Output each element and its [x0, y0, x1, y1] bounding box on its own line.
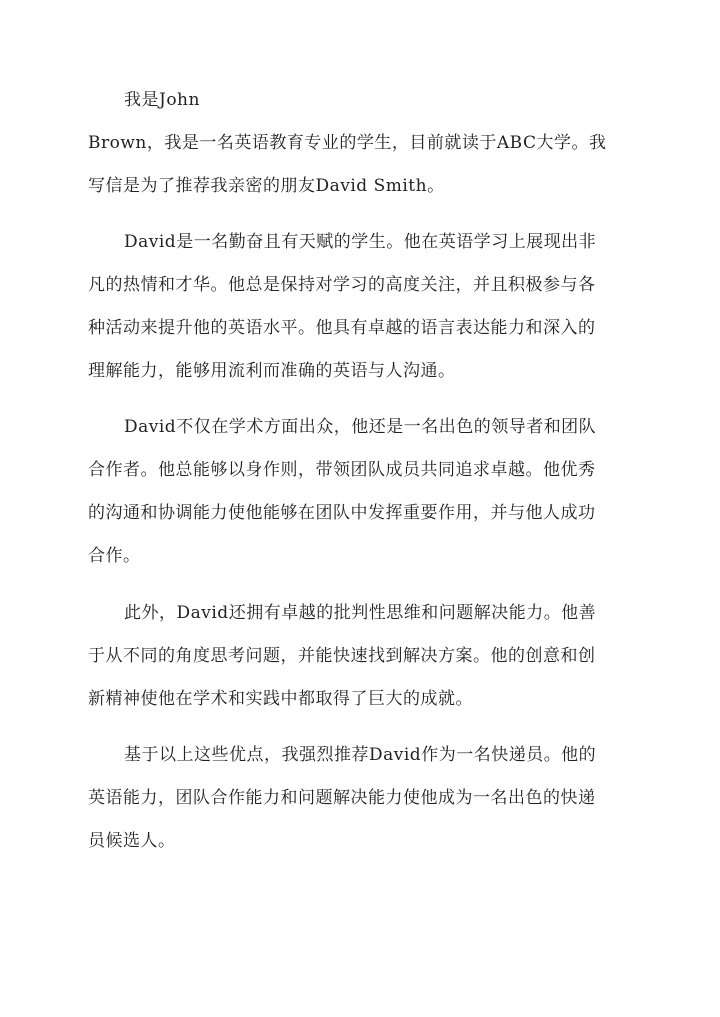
paragraph-2-line-4: 理解能力，能够用流利而准确的英语与人沟通。: [88, 361, 456, 381]
paragraph-1-line-3: 写信是为了推荐我亲密的朋友David Smith。: [88, 176, 445, 196]
paragraph-4-line-3: 新精神使他在学术和实践中都取得了巨大的成就。: [88, 689, 473, 709]
paragraph-1-line-2: Brown，我是一名英语教育专业的学生，目前就读于ABC大学。我: [88, 133, 607, 153]
paragraph-5-line-1: 基于以上这些优点，我强烈推荐David作为一名快递员。他的: [124, 745, 597, 765]
paragraph-2-line-2: 凡的热情和才华。他总是保持对学习的高度关注，并且积极参与各: [88, 275, 596, 295]
paragraph-1-line-1: 我是John: [124, 90, 200, 110]
paragraph-4-line-2: 于从不同的角度思考问题，并能快速找到解决方案。他的创意和创: [88, 646, 596, 666]
paragraph-2-line-3: 种活动来提升他的英语水平。他具有卓越的语言表达能力和深入的: [88, 318, 596, 338]
paragraph-3-line-2: 合作者。他总能够以身作则，带领团队成员共同追求卓越。他优秀: [88, 460, 596, 480]
paragraph-2-line-1: David是一名勤奋且有天赋的学生。他在英语学习上展现出非: [124, 232, 597, 252]
paragraph-3-line-1: David不仅在学术方面出众，他还是一名出色的领导者和团队: [124, 417, 597, 437]
paragraph-5-line-3: 员候选人。: [88, 831, 176, 851]
paragraph-3-line-4: 合作。: [88, 546, 141, 566]
paragraph-5-line-2: 英语能力，团队合作能力和问题解决能力使他成为一名出色的快递: [88, 788, 596, 808]
paragraph-4-line-1: 此外，David还拥有卓越的批判性思维和问题解决能力。他善: [124, 603, 597, 623]
paragraph-3-line-3: 的沟通和协调能力使他能够在团队中发挥重要作用，并与他人成功: [88, 503, 596, 523]
